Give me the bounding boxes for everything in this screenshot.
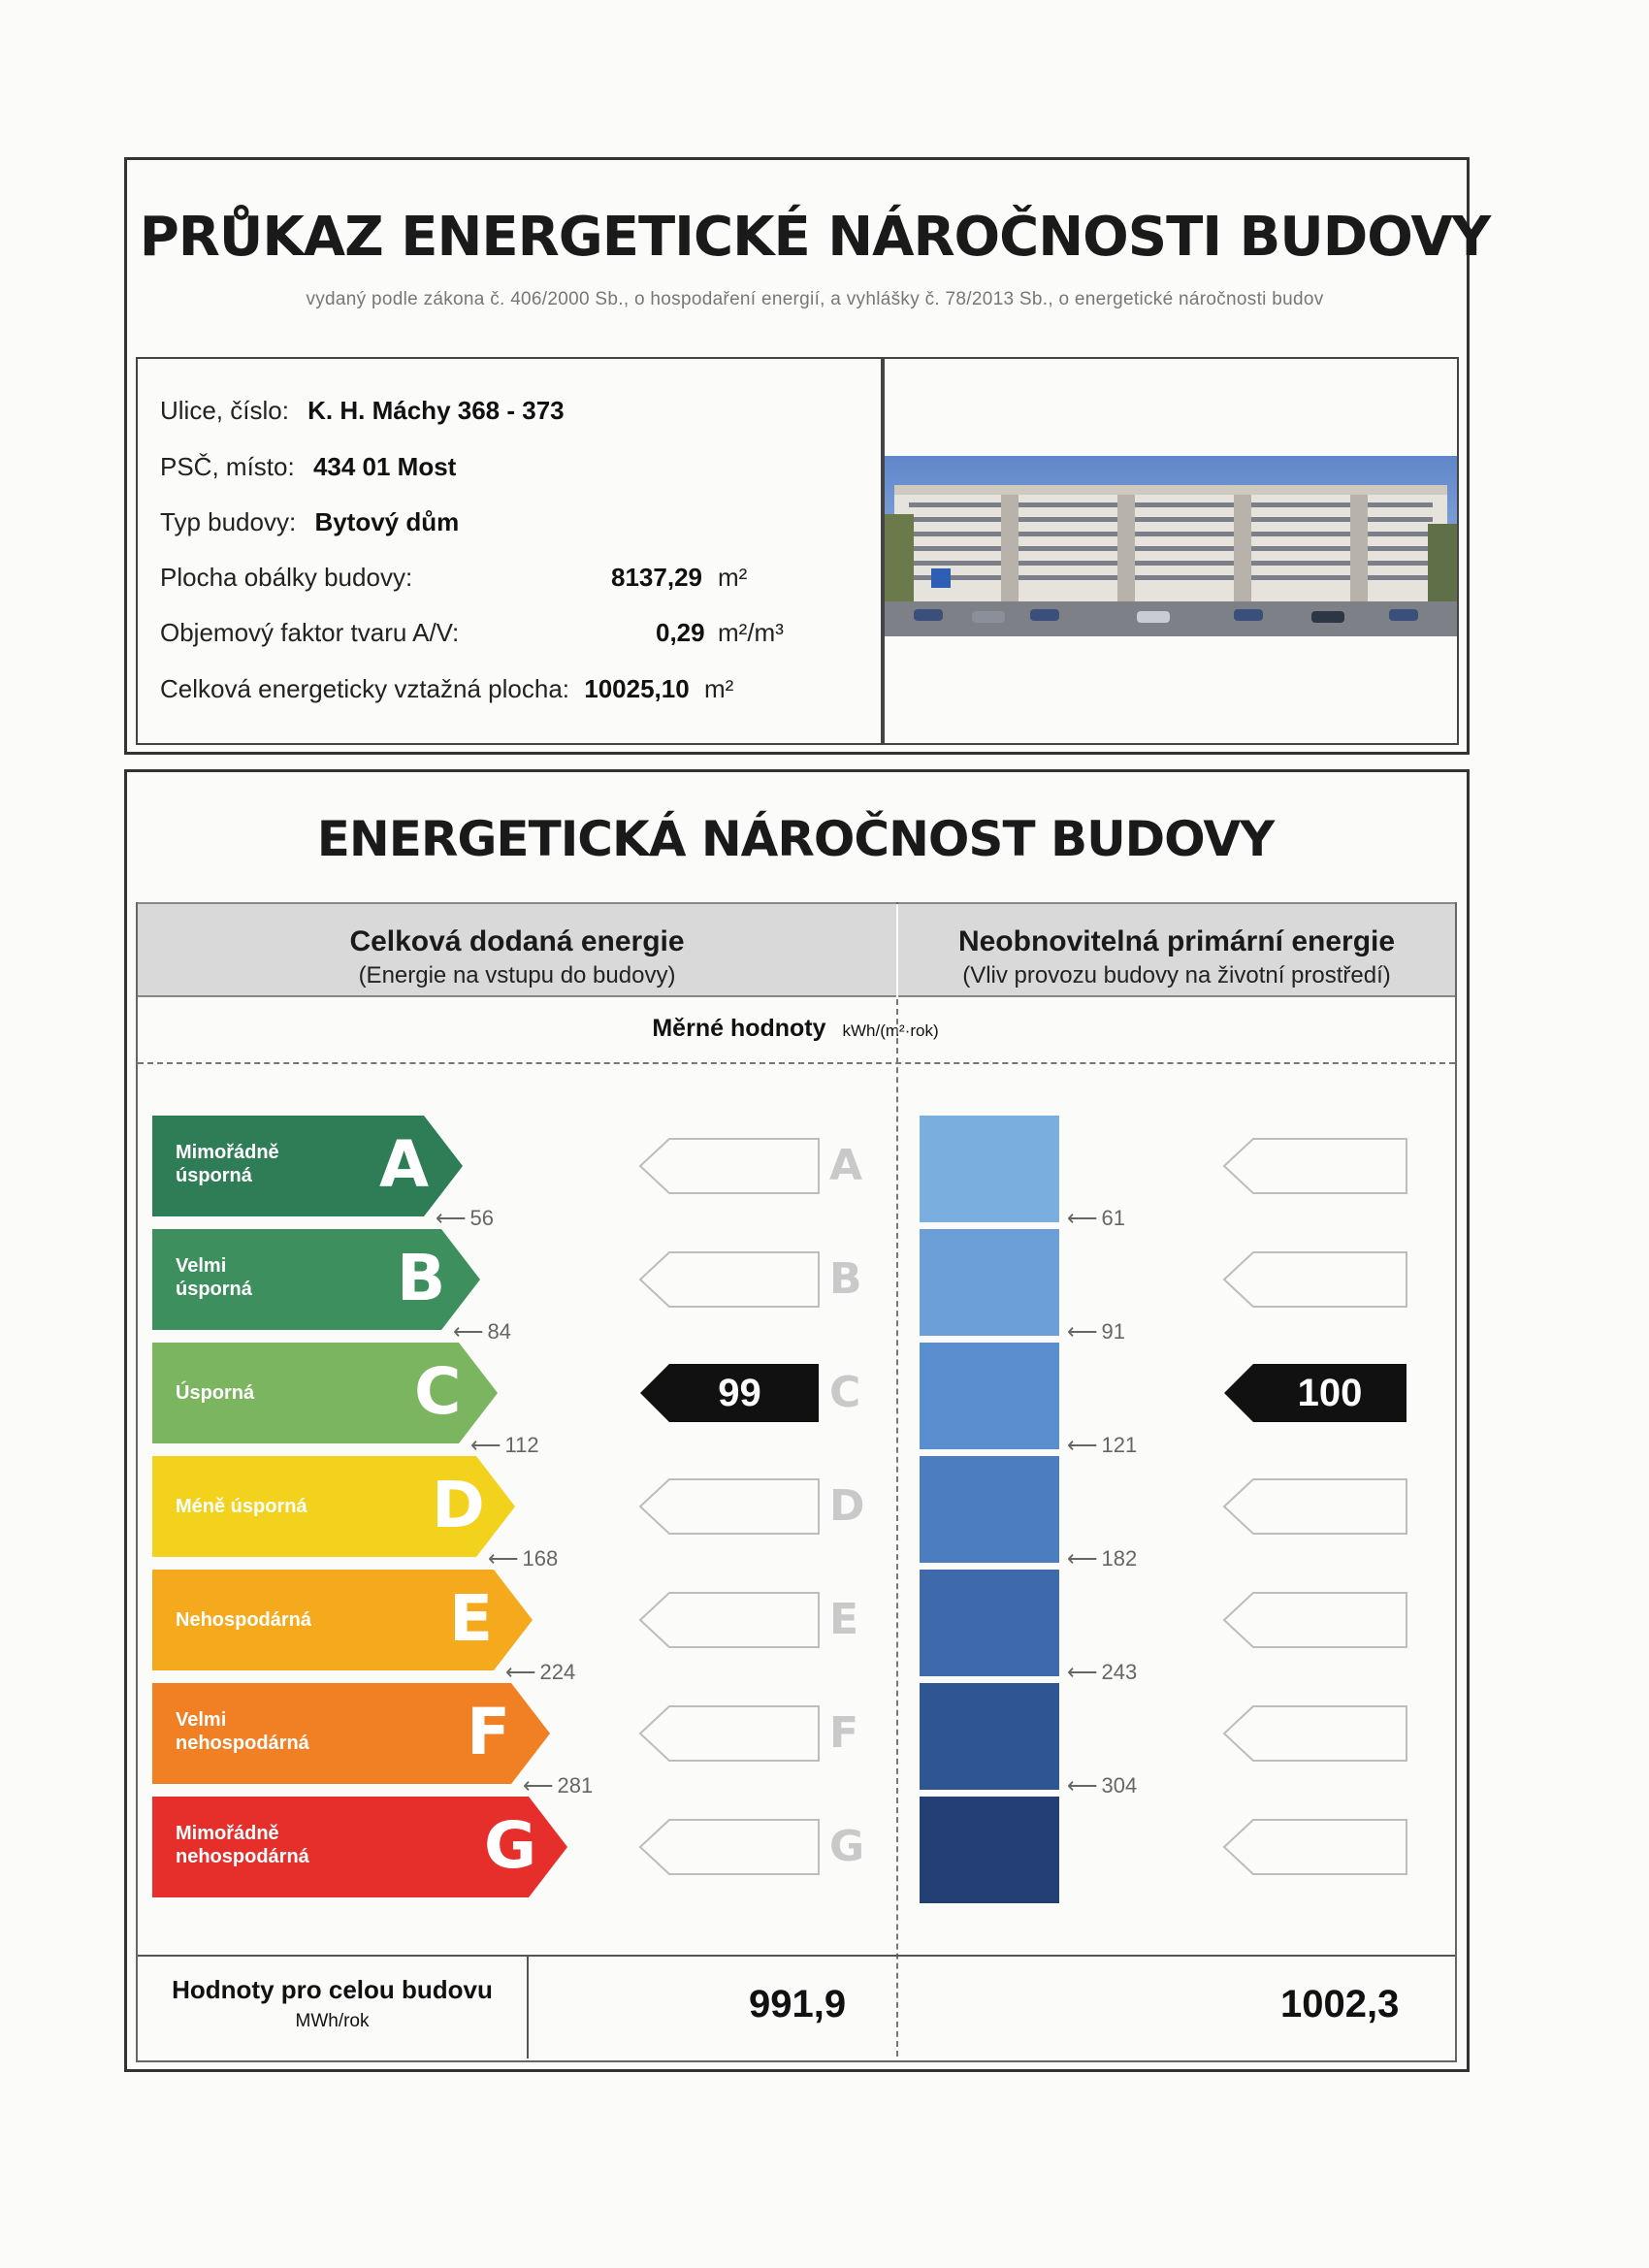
left-empty-marker [640,1820,819,1874]
class-label-e: Nehospodárná [176,1609,312,1631]
summary-left-value: 991,9 [749,1983,847,2025]
left-value: 99 [718,1372,761,1414]
envelope-label: Plocha obálky budovy: [160,563,413,592]
left-class-letter-f: F [829,1708,859,1758]
area-unit: m² [703,674,734,703]
class-letter-e: E [449,1581,494,1656]
right-threshold-value: 91 [1101,1319,1126,1344]
right-threshold-value: 243 [1101,1660,1138,1684]
class-label-line2: nehospodárná [176,1733,309,1754]
left-empty-marker [640,1479,819,1534]
summary-unit: MWh/rok [295,2011,370,2031]
class-label-b [176,1254,252,1301]
class-letter-b: B [397,1241,446,1315]
left-class-letter-c: C [829,1368,861,1417]
primary-energy-bar-f [920,1683,1059,1790]
shape-label: Objemový faktor tvaru A/V: [160,618,460,647]
threshold-arrow-icon: ⟵ [488,1546,517,1571]
left-class-letter-g: G [829,1822,865,1871]
threshold-arrow-icon: ⟵ [1067,1546,1096,1571]
left-threshold [470,1433,539,1458]
right-value: 100 [1297,1372,1363,1414]
rating-title: ENERGETICKÁ NÁROČNOST BUDOVY [316,811,1275,867]
class-label-line2: nehospodárná [176,1846,309,1867]
shape-unit: m²/m³ [718,618,784,647]
right-threshold [1067,1206,1125,1231]
area-label: Celková energeticky vztažná plocha: [160,674,570,703]
class-label-g [176,1822,309,1868]
envelope-value: 8137,29 [611,563,702,592]
left-threshold-value: 224 [539,1660,576,1684]
right-threshold [1067,1319,1125,1345]
right-threshold [1067,1433,1137,1458]
threshold-arrow-icon: ⟵ [470,1433,500,1457]
right-threshold [1067,1773,1137,1798]
threshold-arrow-icon: ⟵ [1067,1206,1096,1230]
class-label-line2: úsporná [176,1279,252,1300]
right-header-title: Neobnovitelná primární energie [957,925,1396,957]
class-letter-a: A [379,1127,430,1202]
primary-energy-bar-g [920,1797,1059,1903]
right-empty-marker [1224,1252,1406,1307]
left-threshold [523,1773,593,1798]
certificate-title: PRŮKAZ ENERGETICKÉ NÁROČNOSTI BUDOVY [139,206,1491,269]
class-label-line1: Mimořádně [176,1142,279,1163]
right-threshold-value: 182 [1101,1546,1138,1571]
primary-energy-bar-d [920,1456,1059,1563]
threshold-arrow-icon: ⟵ [453,1319,482,1344]
class-label-line2: úsporná [176,1165,252,1186]
right-threshold-value: 61 [1101,1206,1126,1230]
summary-right-value: 1002,3 [1280,1983,1400,2025]
class-letter-d: D [432,1468,485,1542]
left-header-title: Celková dodaná energie [349,925,685,957]
left-threshold-value: 56 [469,1206,495,1230]
summary-label-block [140,1975,525,2032]
right-empty-marker [1224,1139,1406,1193]
merne-unit: kWh/(m²·rok) [842,1021,939,1040]
summary-divider-top [138,1955,1455,1957]
primary-energy-bar-b [920,1229,1059,1336]
left-threshold-value: 168 [522,1546,559,1571]
left-threshold [436,1206,494,1231]
area-value: 10025,10 [584,674,690,703]
psc-label: PSČ, místo: [160,452,295,481]
right-empty-marker [1224,1706,1406,1761]
class-label-line1: Velmi [176,1709,227,1731]
left-empty-marker [640,1139,819,1193]
left-class-letter-b: B [829,1254,862,1304]
street-label: Ulice, číslo: [160,396,289,425]
left-threshold [453,1319,511,1345]
class-label-line1: Velmi [176,1255,227,1277]
left-class-letter-a: A [829,1141,863,1190]
right-header-sub: (Vliv provozu budovy na životní prostředí) [962,962,1391,988]
primary-energy-bar-a [920,1116,1059,1222]
right-threshold [1067,1546,1137,1571]
certificate-subtitle: vydaný podle zákona č. 406/2000 Sb., o hospodaření energií, a vyhlášky č. 78/2013 Sb., o energetické náročnosti budov [306,289,1324,309]
psc-value: 434 01 Most [312,452,457,481]
threshold-arrow-icon: ⟵ [1067,1319,1096,1344]
left-empty-marker [640,1706,819,1761]
summary-label: Hodnoty pro celou budovu [172,1975,493,2004]
type-label: Typ budovy: [160,507,297,536]
right-empty-marker [1224,1820,1406,1874]
left-threshold [488,1546,558,1571]
class-letter-f: F [467,1695,511,1769]
threshold-arrow-icon: ⟵ [1067,1773,1096,1798]
class-label-line1: Mimořádně [176,1823,279,1844]
left-header-sub: (Energie na vstupu do budovy) [358,962,676,988]
left-threshold-value: 84 [487,1319,512,1344]
class-label-f [176,1708,309,1755]
threshold-arrow-icon: ⟵ [523,1773,552,1798]
right-threshold-value: 121 [1101,1433,1138,1457]
threshold-arrow-icon: ⟵ [1067,1660,1096,1684]
class-letter-g: G [484,1808,537,1883]
left-empty-marker [640,1252,819,1307]
type-value: Bytový dům [314,507,460,536]
primary-energy-bar-c [920,1343,1059,1449]
street-value: K. H. Máchy 368 - 373 [307,396,565,425]
merne-label: Měrné hodnoty [652,1015,826,1042]
envelope-unit: m² [718,563,748,592]
right-empty-marker [1224,1479,1406,1534]
threshold-arrow-icon: ⟵ [436,1206,465,1230]
left-class-letter-d: D [829,1481,865,1531]
class-label-d: Méně úsporná [176,1496,307,1517]
primary-energy-bar-e [920,1570,1059,1676]
left-class-letter-e: E [829,1595,859,1644]
summary-divider-mid [527,1955,529,2058]
left-threshold [505,1660,575,1685]
left-threshold-value: 112 [504,1433,539,1457]
class-label-c: Úsporná [176,1382,255,1404]
threshold-arrow-icon: ⟵ [1067,1433,1096,1457]
class-letter-c: C [414,1354,462,1429]
class-label-a [176,1141,279,1187]
right-threshold [1067,1660,1137,1685]
left-threshold-value: 281 [557,1773,594,1798]
threshold-arrow-icon: ⟵ [505,1660,534,1684]
right-empty-marker [1224,1593,1406,1647]
right-threshold-value: 304 [1101,1773,1138,1798]
shape-value: 0,29 [656,618,705,647]
left-empty-marker [640,1593,819,1647]
